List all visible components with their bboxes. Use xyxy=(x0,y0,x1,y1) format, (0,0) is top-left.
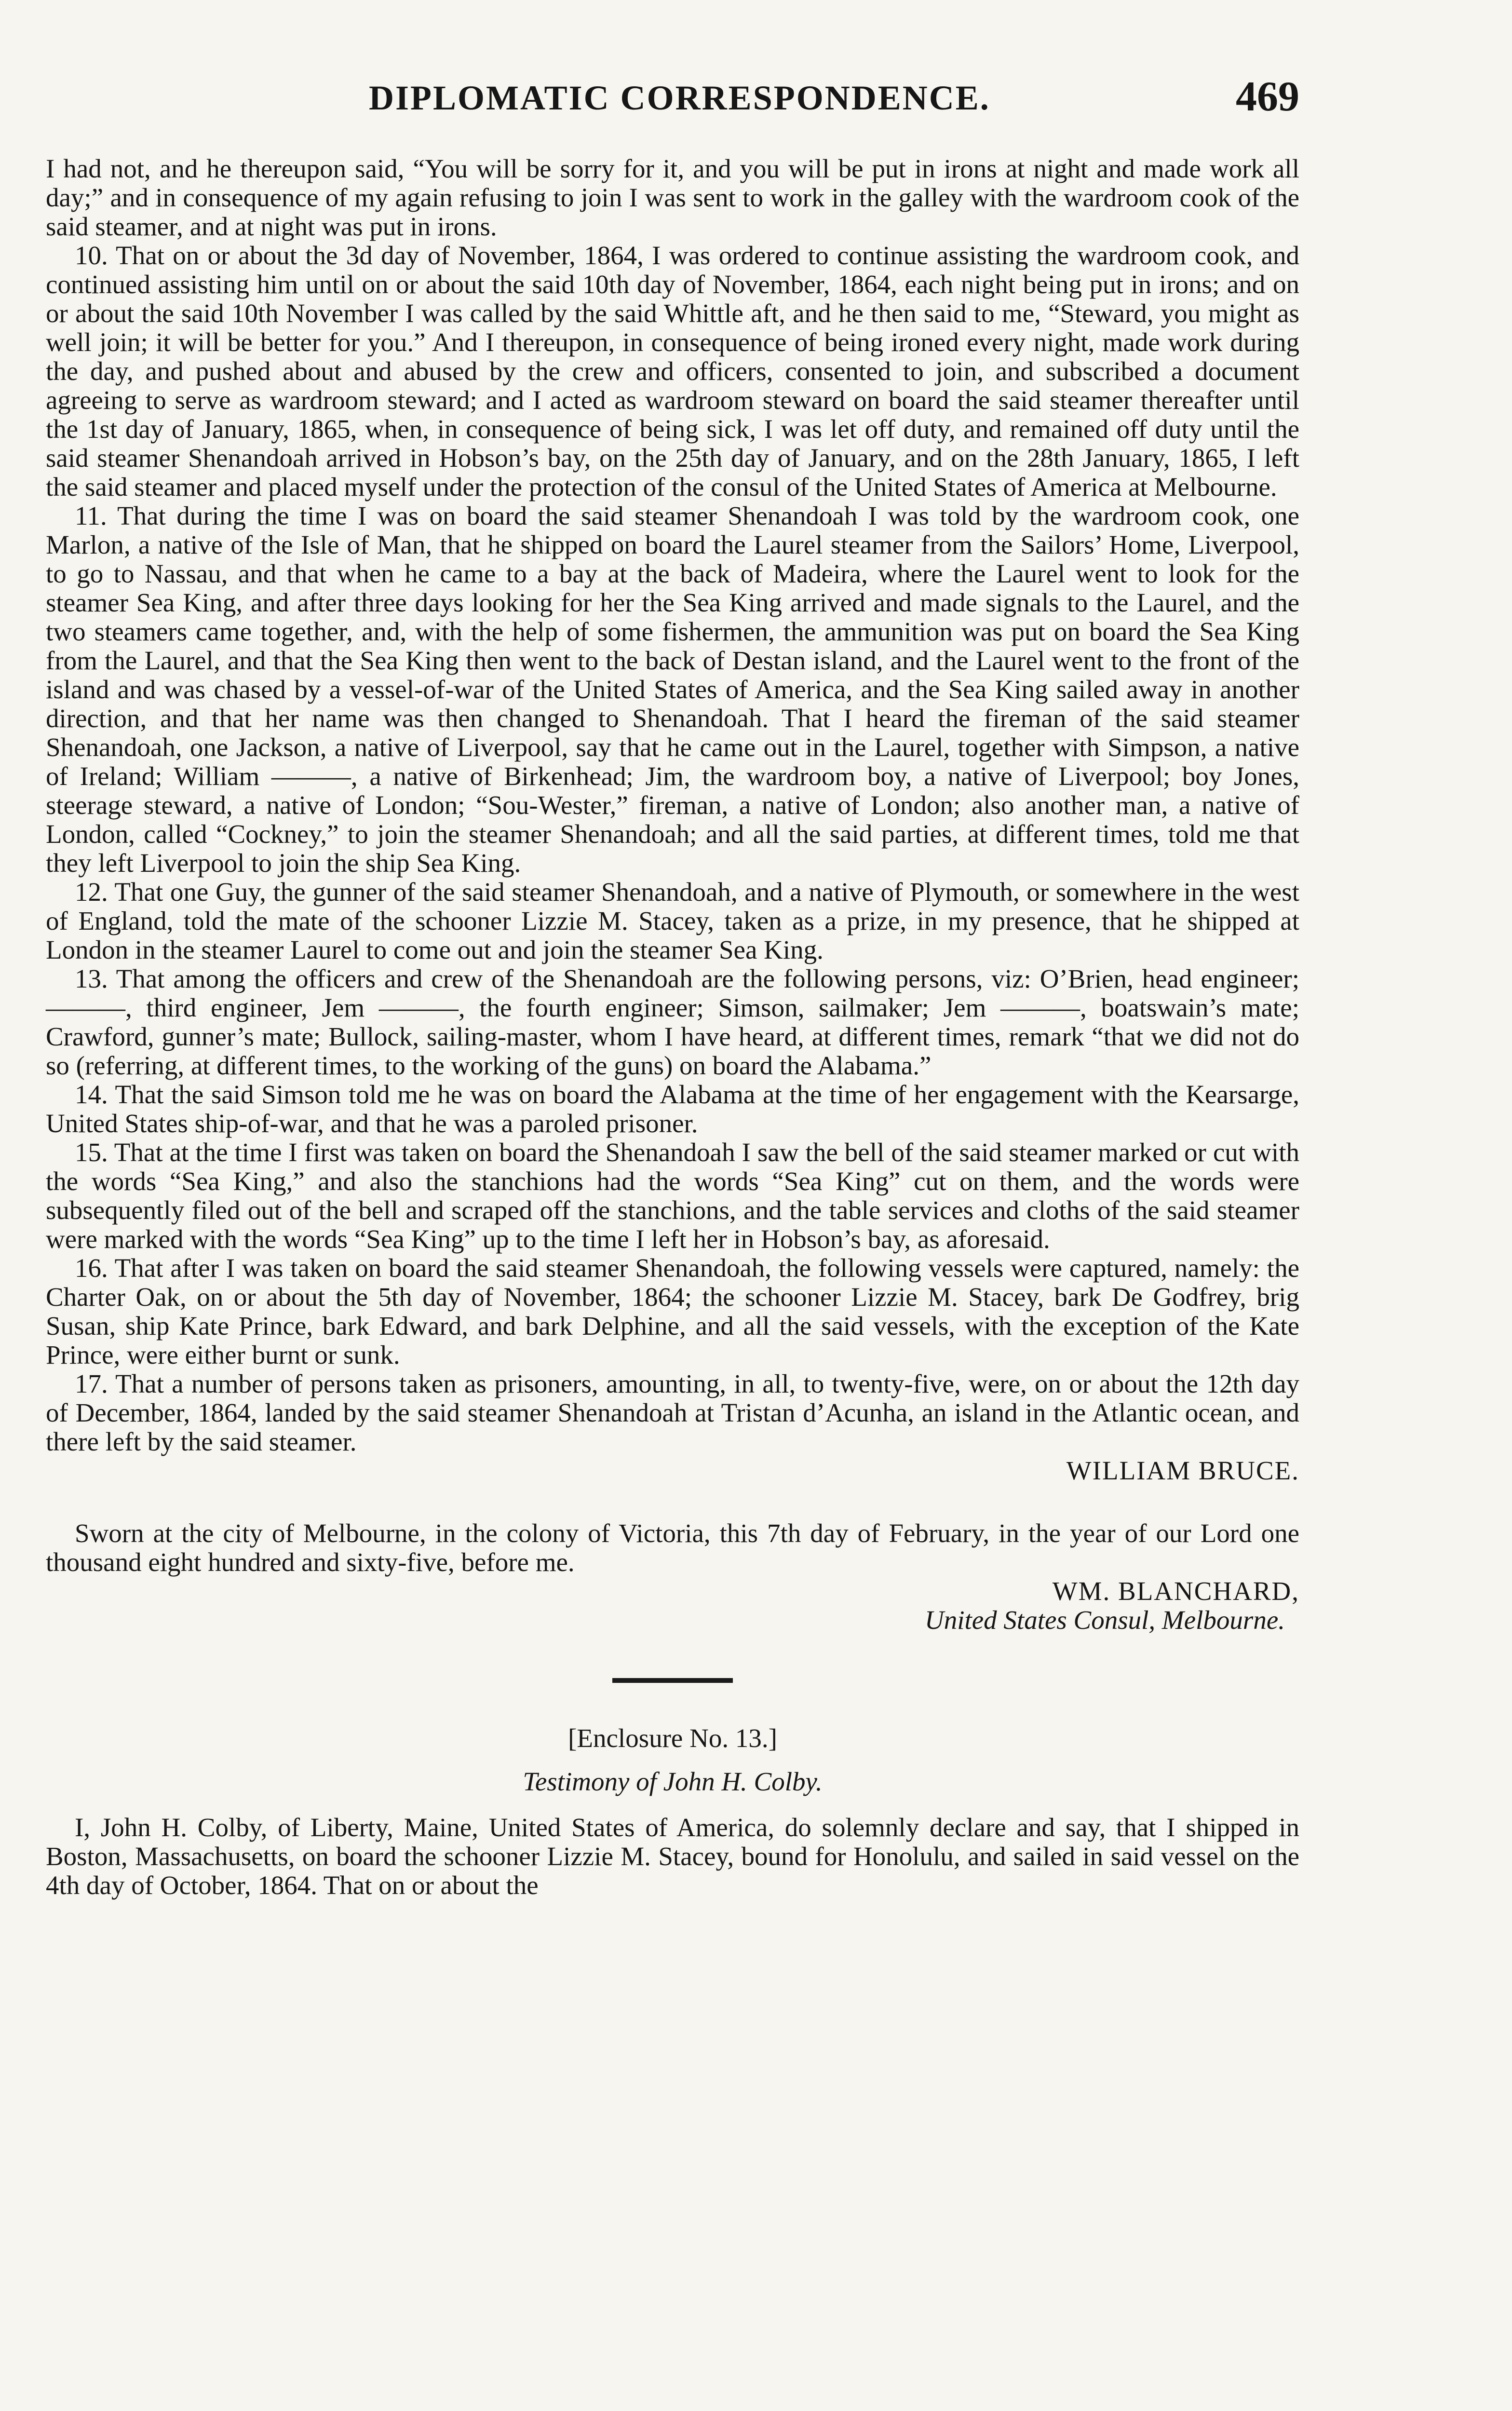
signature-wm-blanchard: WM. BLANCHARD, xyxy=(1052,1576,1299,1606)
paragraph-12: 12. That one Guy, the gunner of the said steamer Shenandoah, and a native of Plymouth, or somewhere in the west of England, told the mate of the schooner Lizzie M. Stacey, taken as a prize, in my presence, that he shipped at London in the steamer Laurel to come out and join the steamer Sea King. xyxy=(46,877,1299,964)
enclosure-label: [Enclosure No. 13.] xyxy=(568,1723,777,1753)
paragraph-10: 10. That on or about the 3d day of November, 1864, I was ordered to continue assisting the wardroom cook, and continued assisting him until on or about the said 10th day of November, 1864, each night being put in irons; and on or about the said 10th November I was called by the said Whittle aft, and he then said to me, “Steward, you might as well join; it will be better for you.” And I thereupon, in consequence of being ironed every night, made work during the day, and pushed about and abused by the crew and officers, consented to join, and subscribed a document agreeing to serve as wardroom steward; and I acted as wardroom steward on board the said steamer thereafter until the 1st day of January, 1865, when, in consequence of being sick, I was let off duty, and remained off duty until the said steamer Shenandoah arrived in Hobson’s bay, on the 25th day of January, and on the 28th January, 1865, I left the said steamer and placed myself under the protection of the consul of the United States of America at Melbourne. xyxy=(46,241,1299,501)
page-header xyxy=(46,72,1299,130)
paragraph-14: 14. That the said Simson told me he was on board the Alabama at the time of her engagement with the Kearsarge, United States ship-of-war, and that he was a paroled prisoner. xyxy=(46,1080,1299,1138)
page-number: 469 xyxy=(1236,73,1299,120)
body-text xyxy=(46,154,1299,1900)
consul-title: United States Consul, Melbourne. xyxy=(924,1605,1285,1635)
running-title: DIPLOMATIC CORRESPONDENCE. xyxy=(369,79,990,117)
paragraph-16: 16. That after I was taken on board the said steamer Shenandoah, the following vessels were captured, namely: the Charter Oak, on or about the 5th day of November, 1864; the schooner Lizzie M. Stacey, bark De Godfrey, brig Susan, ship Kate Prince, bark Edward, and bark Delphine, and all the said vessels, with the exception of the Kate Prince, were either burnt or sunk. xyxy=(46,1253,1299,1369)
section-divider xyxy=(612,1678,733,1683)
paragraph-17: 17. That a number of persons taken as prisoners, amounting, in all, to twenty-five, were, on or about the 12th day of December, 1864, landed by the said steamer Shenandoah at Tristan d’Acunha, an island in the Atlantic ocean, and there left by the said steamer. xyxy=(46,1369,1299,1456)
paragraph-13: 13. That among the officers and crew of the Shenandoah are the following persons, viz: O’Brien, head engineer; ———, third engineer, Jem ———, the fourth engineer; Simson, sailmaker; Jem ———, boatswain’s mate; Crawford, gunner’s mate; Bullock, sailing-master, whom I have heard, at different times, remark “that we did not do so (referring, at different times, to the working of the guns) on board the Alabama.” xyxy=(46,964,1299,1080)
paragraph-15: 15. That at the time I first was taken on board the Shenandoah I saw the bell of the said steamer marked or cut with the words “Sea King,” and also the stanchions had the words “Sea King” cut on them, and the words were subsequently filed out of the bell and scraped off the stanchions, and the table services and cloths of the said steamer were marked with the words “Sea King” up to the time I left her in Hobson’s bay, as aforesaid. xyxy=(46,1138,1299,1254)
testimony-title: Testimony of John H. Colby. xyxy=(523,1767,823,1796)
sworn-statement: Sworn at the city of Melbourne, in the colony of Victoria, this 7th day of February, in the year of our Lord one thousand eight hundred and sixty-five, before me. xyxy=(46,1518,1299,1577)
paragraph-continuation: I had not, and he thereupon said, “You will be sorry for it, and you will be put in irons at night and made work all day;” and in consequence of my again refusing to join I was sent to work in the galley with the wardroom cook of the said steamer, and at night was put in irons. xyxy=(46,154,1299,241)
paragraph-11: 11. That during the time I was on board the said steamer Shenandoah I was told by the wardroom cook, one Marlon, a native of the Isle of Man, that he shipped on board the Laurel steamer from the Sailors’ Home, Liverpool, to go to Nassau, and that when he came to a bay at the back of Madeira, where the Laurel went to look for the steamer Sea King, and after three days looking for her the Sea King arrived and made signals to the Laurel, and the two steamers came together, and, with the help of some fishermen, the ammunition was put on board the Sea King from the Laurel, and that the Sea King then went to the back of Destan island, and the Laurel went to the front of the island and was chased by a vessel-of-war of the United States of America, and the Sea King sailed away in another direction, and that her name was then changed to Shenandoah. That I heard the fireman of the said steamer Shenandoah, one Jackson, a native of Liverpool, say that he came out in the Laurel, together with Simpson, a native of Ireland; William ———, a native of Birkenhead; Jim, the wardroom boy, a native of Liverpool; boy Jones, steerage steward, a native of London; “Sou-Wester,” fireman, a native of London; also another man, a native of London, called “Cockney,” to join the steamer Shenandoah; and all the said parties, at different times, told me that they left Liverpool to join the ship Sea King. xyxy=(46,501,1299,878)
colby-paragraph: I, John H. Colby, of Liberty, Maine, United States of America, do solemnly declare and say, that I shipped in Boston, Massachusetts, on board the schooner Lizzie M. Stacey, bound for Honolulu, and sailed in said vessel on the 4th day of October, 1864. That on or about the xyxy=(46,1813,1299,1900)
signature-william-bruce: WILLIAM BRUCE. xyxy=(1066,1456,1299,1485)
